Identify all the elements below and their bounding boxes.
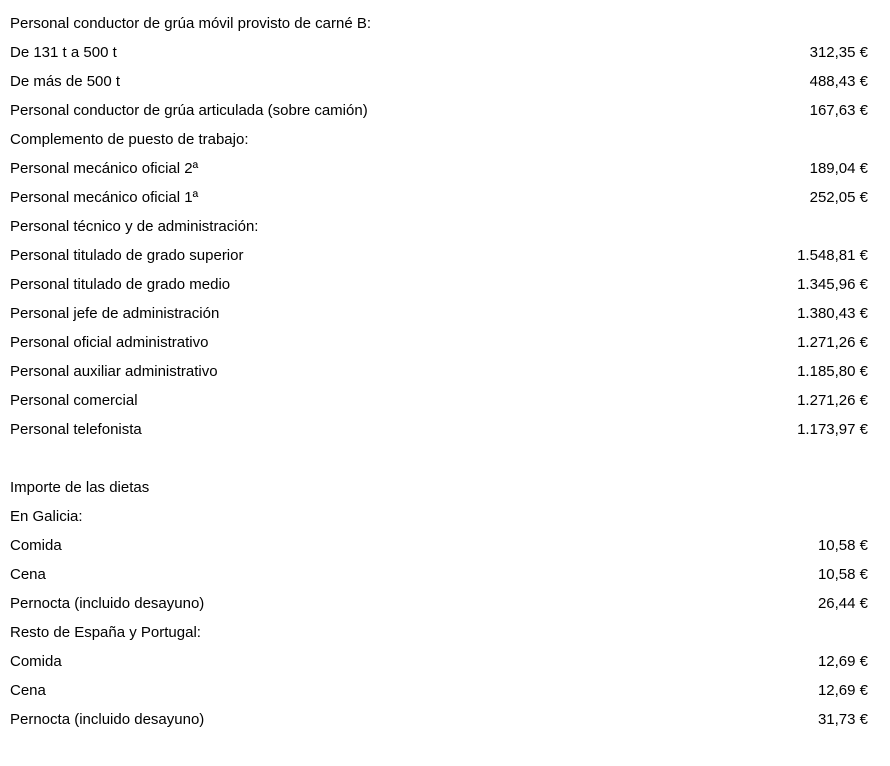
rate-value: 31,73 €: [817, 711, 868, 728]
rate-row: [10, 705, 868, 734]
rate-label: Pernocta (incluido desayuno): [10, 711, 205, 728]
rate-label: Personal auxiliar administrativo: [10, 363, 218, 380]
rate-row: [10, 531, 868, 560]
rate-row: [10, 618, 868, 647]
rate-value: 12,69 €: [817, 653, 868, 670]
rate-value: 1.271,26 €: [797, 392, 868, 409]
rate-label: Comida: [10, 653, 62, 670]
rate-label: Personal técnico y de administración:: [10, 218, 259, 235]
rate-label: Personal oficial administrativo: [10, 334, 209, 351]
rate-label: Resto de España y Portugal:: [10, 624, 201, 641]
rate-label: Cena: [10, 682, 46, 699]
rate-label: Personal conductor de grúa articulada (sobre camión): [10, 102, 368, 119]
rate-label: Personal comercial: [10, 392, 138, 409]
rate-value: 1.185,80 €: [797, 363, 868, 380]
rate-value: 167,63 €: [809, 102, 868, 119]
rates-list: [10, 9, 868, 734]
rate-value: 189,04 €: [809, 160, 868, 177]
rate-label: Importe de las dietas: [10, 479, 150, 496]
rate-row: [10, 212, 868, 241]
rate-row: [10, 589, 868, 618]
rate-row: [10, 560, 868, 589]
rate-value: 26,44 €: [817, 595, 868, 612]
rate-label: Personal jefe de administración: [10, 305, 220, 322]
rate-row: [10, 241, 868, 270]
rate-value: 1.173,97 €: [797, 421, 868, 438]
rate-row: [10, 473, 868, 502]
rate-value: 1.380,43 €: [797, 305, 868, 322]
rate-row: [10, 415, 868, 444]
rate-value: 1.548,81 €: [797, 247, 868, 264]
rate-value: 12,69 €: [817, 682, 868, 699]
rate-row: [10, 502, 868, 531]
rate-value: 488,43 €: [809, 73, 868, 90]
rate-label: Personal conductor de grúa móvil provisto de carné B:: [10, 15, 372, 32]
rate-row: [10, 183, 868, 212]
rate-row: [10, 96, 868, 125]
rate-row: [10, 676, 868, 705]
rate-label: Personal mecánico oficial 2ª: [10, 160, 199, 177]
rate-row: [10, 38, 868, 67]
rate-label: Personal titulado de grado superior: [10, 247, 244, 264]
rate-label: Pernocta (incluido desayuno): [10, 595, 205, 612]
rate-value: 10,58 €: [817, 566, 868, 583]
rate-row: [10, 125, 868, 154]
rate-label: Personal telefonista: [10, 421, 142, 438]
rate-row: [10, 647, 868, 676]
rate-row: [10, 444, 868, 473]
rate-label: Comida: [10, 537, 62, 554]
rate-row: [10, 9, 868, 38]
rate-label: En Galicia:: [10, 508, 83, 525]
rate-row: [10, 154, 868, 183]
rate-value: 1.271,26 €: [797, 334, 868, 351]
rate-label: Cena: [10, 566, 46, 583]
rate-label: Personal titulado de grado medio: [10, 276, 231, 293]
rate-row: [10, 386, 868, 415]
rate-label: Complemento de puesto de trabajo:: [10, 131, 249, 148]
rate-row: [10, 357, 868, 386]
rate-value: 312,35 €: [809, 44, 868, 61]
rate-label: De más de 500 t: [10, 73, 121, 90]
rate-label: Personal mecánico oficial 1ª: [10, 189, 199, 206]
rate-value: 252,05 €: [809, 189, 868, 206]
rate-row: [10, 299, 868, 328]
rate-label: De 131 t a 500 t: [10, 44, 117, 61]
rate-row: [10, 270, 868, 299]
rate-row: [10, 328, 868, 357]
rate-value: 1.345,96 €: [797, 276, 868, 293]
rate-value: 10,58 €: [817, 537, 868, 554]
rate-row: [10, 67, 868, 96]
